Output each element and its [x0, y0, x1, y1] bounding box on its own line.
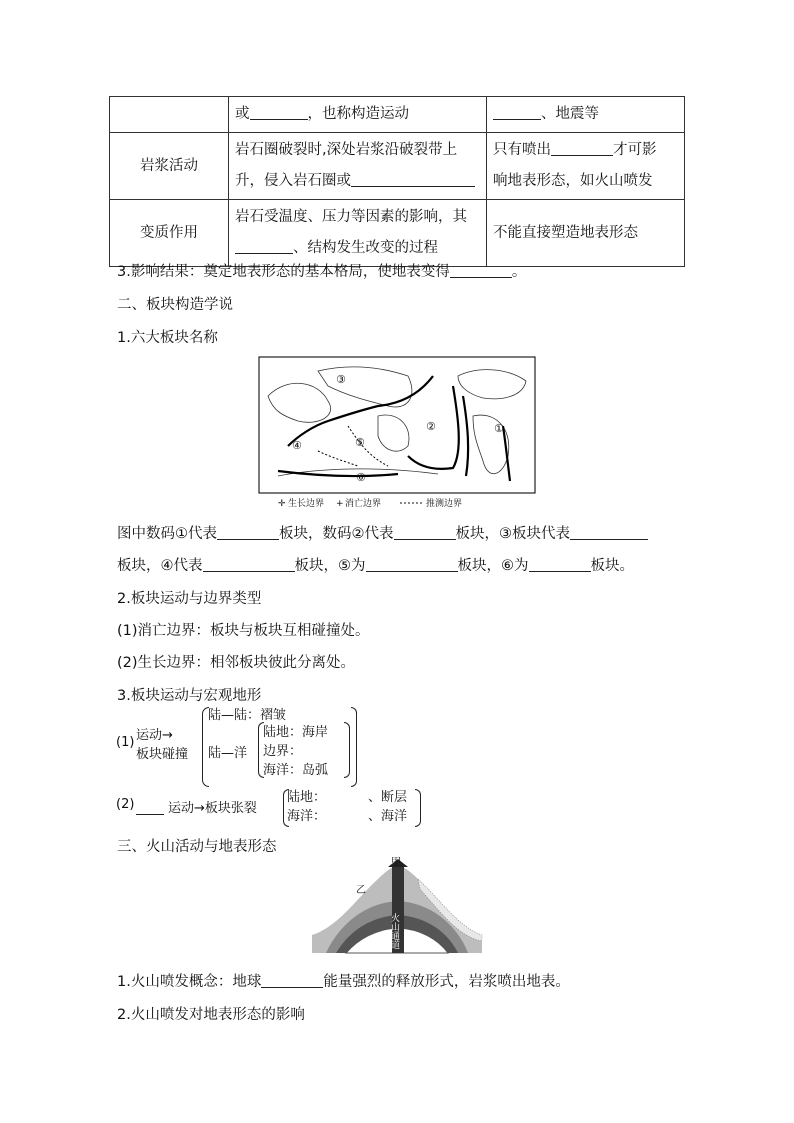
cell-text: 才可影 — [613, 142, 657, 158]
answer-blank — [551, 139, 613, 156]
diagram-label: (1) — [116, 735, 135, 750]
map-legend — [278, 497, 462, 509]
legend-grow-label: 生长边界 — [288, 499, 325, 509]
boundary-item: (2)生长边界：相邻板块彼此分离处。 — [117, 655, 356, 671]
text: 1.火山喷发概念：地球 — [117, 974, 262, 990]
cell-text: 、结构发生改变的过程 — [293, 240, 438, 256]
plate-label-6: ⑥ — [356, 471, 366, 484]
plate-question-line-2 — [117, 554, 634, 575]
table-cell — [487, 97, 685, 133]
section-heading: 三、火山活动与地表形态 — [117, 839, 277, 855]
volcano-concept-line — [117, 970, 570, 991]
volcano-diagram — [308, 857, 486, 955]
diagram-label: 陆—陆：褶皱 — [208, 708, 287, 723]
text: 板块，数码②代表 — [279, 526, 394, 542]
table-cell — [487, 133, 685, 200]
plate-label-3: ③ — [336, 373, 346, 386]
answer-blank — [203, 555, 295, 572]
cell-text: ，也称构造运动 — [307, 106, 409, 122]
table-cell: 不能直接塑造地表形态 — [487, 200, 685, 267]
table-cell — [229, 133, 487, 200]
cell-text: 响地表形态，如火山喷发 — [493, 173, 653, 189]
table-row — [110, 133, 685, 200]
plate-label-4: ④ — [292, 439, 302, 452]
paragraph-heading: 2.板块运动与边界类型 — [117, 591, 262, 607]
table-row — [110, 200, 685, 267]
text: 板块。 — [590, 558, 634, 574]
volcano-label-left: 乙 — [356, 885, 366, 896]
text: 图中数码①代表 — [117, 526, 217, 542]
plate-label-5: ⑤ — [355, 436, 365, 449]
answer-blank — [450, 261, 512, 278]
table-cell: 变质作用 — [110, 200, 229, 267]
answer-blank — [366, 555, 458, 572]
paragraph-heading: 1.六大板块名称 — [117, 330, 218, 346]
answer-blank — [351, 170, 475, 187]
diagram-label: 边界： — [263, 744, 303, 759]
answer-blank — [570, 523, 648, 540]
legend-sub-icon: + — [336, 499, 344, 509]
legend-inf-label: 推测边界 — [426, 499, 463, 509]
diagram-label — [136, 724, 173, 743]
geology-table — [109, 96, 685, 267]
answer-blank — [261, 971, 323, 988]
table-cell — [110, 97, 229, 133]
answer-blank — [394, 523, 456, 540]
cell-text: 只有喷出 — [493, 142, 551, 158]
diagram-label: 海洋： — [287, 809, 327, 824]
table-cell: 岩浆活动 — [110, 133, 229, 200]
brace-icon — [344, 722, 350, 778]
text: 运动→ — [136, 728, 173, 743]
text: 3.影响结果：奠定地表形态的基本格局，使地表变得 — [117, 264, 450, 280]
cell-text: 或 — [235, 106, 250, 122]
plate-map — [258, 356, 538, 512]
answer-blank — [529, 555, 591, 572]
table-cell — [229, 97, 487, 133]
volcano-label-top: 甲 — [391, 857, 401, 868]
paragraph-heading: 2.火山喷发对地表形态的影响 — [117, 1007, 305, 1023]
answer-blank — [493, 103, 541, 120]
boundary-item: (1)消亡边界：板块与板块互相碰撞处。 — [117, 623, 370, 639]
cell-text: 岩石圈破裂时,深处岩浆沿破裂带上 — [235, 142, 458, 158]
answer-blank — [235, 237, 293, 254]
paragraph-heading: 3.板块运动与宏观地形 — [117, 688, 262, 704]
volcano-vent-label: 火山通道 — [389, 913, 399, 949]
diagram-label: 海洋：岛弧 — [263, 763, 329, 778]
table-row — [110, 97, 685, 133]
text: 板块，⑥为 — [457, 558, 529, 574]
legend-grow-icon: ✛ — [278, 499, 286, 509]
plate-label-1: ① — [494, 422, 504, 435]
diagram-label: 陆地： — [287, 790, 327, 805]
text: 板块，④代表 — [117, 558, 203, 574]
text: 板块，⑤为 — [294, 558, 366, 574]
diagram-label: 运动→板块张裂 — [168, 801, 257, 816]
plate-question-line-1 — [117, 522, 648, 543]
diagram-label: 陆—洋 — [208, 746, 248, 761]
answer-blank — [217, 523, 279, 540]
table-cell — [229, 200, 487, 267]
legend-sub-label: 消亡边界 — [345, 499, 382, 509]
diagram-label: 板块碰撞 — [136, 747, 189, 762]
text: 。 — [511, 264, 527, 280]
brace-icon — [415, 789, 421, 827]
text: 板块，③板块代表 — [455, 526, 570, 542]
diagram-label: (2) — [116, 797, 135, 812]
result-line — [117, 260, 526, 281]
diagram-label: 、海洋 — [368, 809, 408, 824]
diagram-label: 、断层 — [368, 790, 408, 805]
section-heading: 二、板块构造学说 — [117, 297, 233, 313]
cell-text: 岩石受温度、压力等因素的影响，其 — [235, 209, 467, 225]
diagram-label: 陆地：海岸 — [263, 725, 329, 740]
brace-icon — [351, 707, 357, 787]
cell-text: 、地震等 — [541, 106, 599, 122]
answer-blank — [250, 103, 308, 120]
cell-text: 升，侵入岩石圈或 — [235, 173, 351, 189]
plate-label-2: ② — [426, 420, 436, 433]
answer-blank — [136, 798, 164, 815]
text: 能量强烈的释放形式，岩浆喷出地表。 — [323, 974, 570, 990]
